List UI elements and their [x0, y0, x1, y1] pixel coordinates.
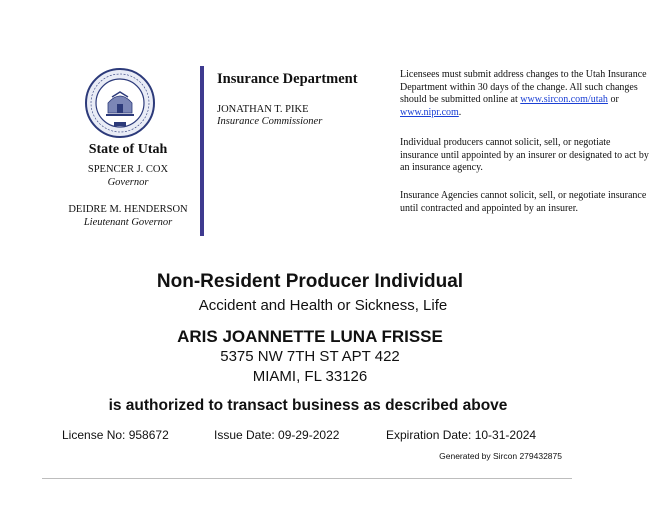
commissioner-name: JONATHAN T. PIKE [217, 104, 309, 115]
address-line-1: 5375 NW 7TH ST APT 422 [220, 348, 400, 365]
license-holder-name: ARIS JOANNETTE LUNA FRISSE [177, 327, 443, 346]
address-change-text: Licensees must submit address changes to the Utah Insurance Department within 30 days of the change. All such changes should be submitted online at [400, 69, 647, 105]
license-number: License No: 958672 [62, 428, 169, 442]
authorization-statement: is authorized to transact business as described above [108, 397, 508, 414]
generated-by: Generated by Sircon 279432875 [439, 451, 562, 461]
governor-title: Governor [107, 177, 149, 188]
bottom-rule [42, 478, 572, 479]
lt-governor-title: Lieutenant Governor [83, 217, 173, 228]
sircon-link[interactable]: www.sircon.com/utah [520, 94, 608, 105]
commissioner-title: Insurance Commissioner [217, 116, 323, 127]
nipr-link[interactable]: www.nipr.com [400, 106, 459, 118]
expiration-date: Expiration Date: 10-31-2024 [386, 428, 537, 442]
lines-of-authority: Accident and Health or Sickness, Life [198, 297, 448, 314]
state-seal-icon [84, 67, 156, 139]
link-connector: or [610, 94, 619, 105]
address-change-notice [400, 69, 650, 119]
lt-governor-name: DEIDRE M. HENDERSON [68, 204, 188, 215]
license-type: Non-Resident Producer Individual [156, 271, 464, 292]
agency-notice: Insurance Agencies cannot solicit, sell, or negotiate insurance until contracted and appointed by an insurer. [400, 190, 647, 214]
notice-period: . [458, 106, 462, 118]
address-line-2: MIAMI, FL 33126 [252, 368, 368, 385]
governor-name: SPENCER J. COX [87, 164, 169, 175]
producer-notice: Individual producers cannot solicit, sell, or negotiate insurance until appointed by an insurer or designated to act by an insurance agency. [400, 137, 649, 173]
issue-date: Issue Date: 09-29-2022 [214, 428, 340, 442]
department-name: Insurance Department [217, 71, 358, 87]
header-divider [200, 66, 204, 236]
state-name: State of Utah [88, 142, 168, 157]
